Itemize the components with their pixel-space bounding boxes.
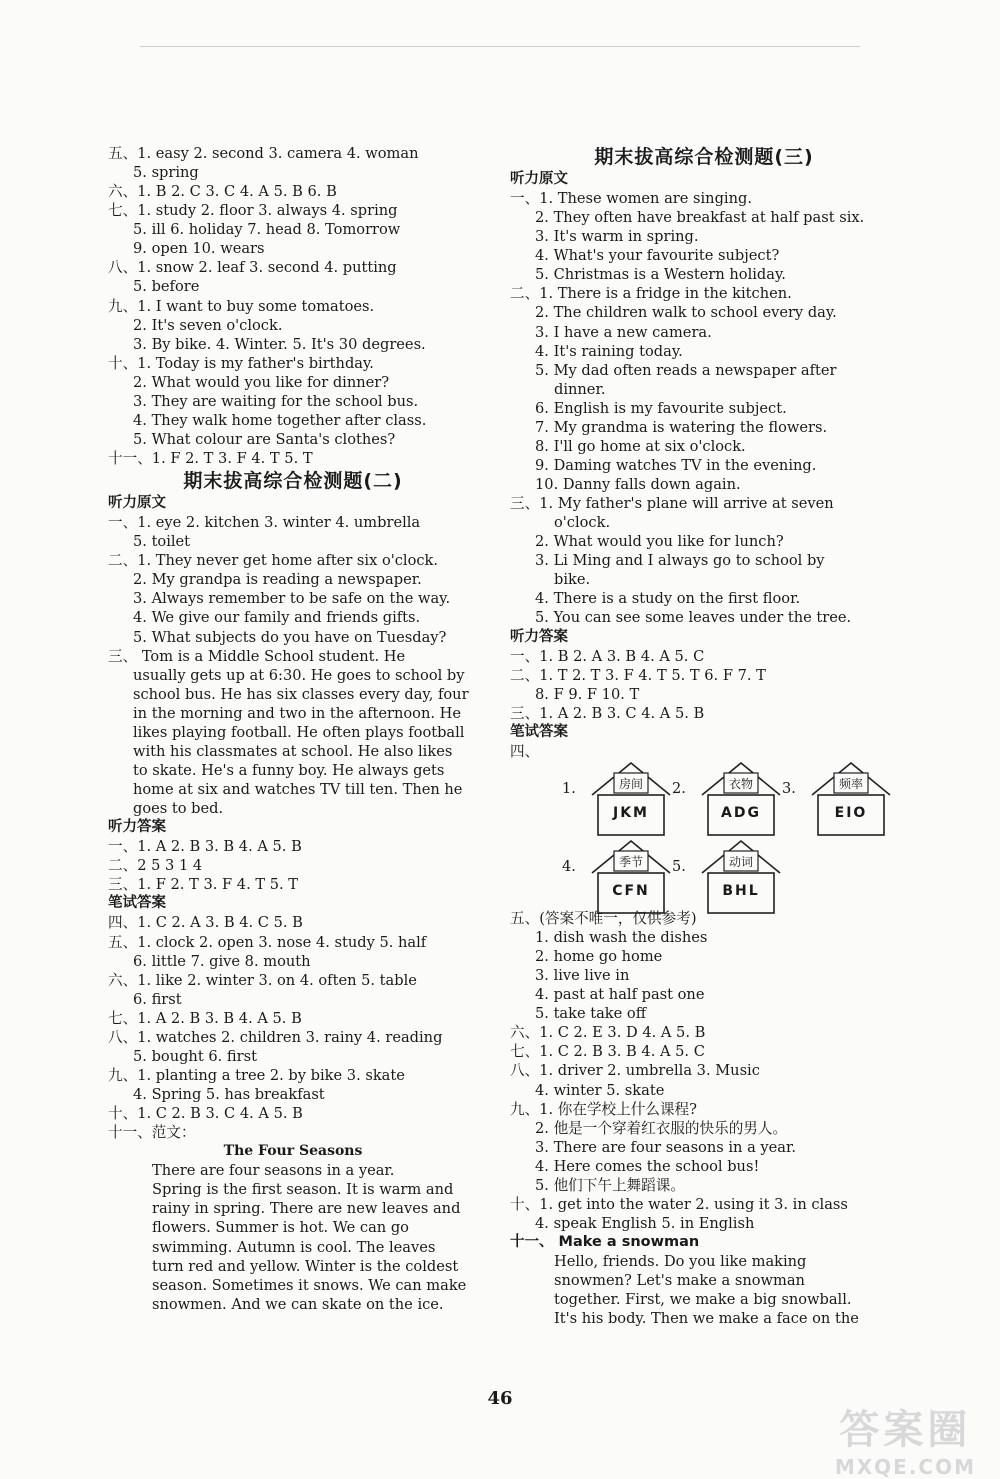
answer-line: home at six and watches TV till ten. Then he [133,781,463,798]
answer-line: 七、1. A 2. B 3. B 4. A 5. B [108,1009,302,1027]
answer-line: 4. They walk home together after class. [133,411,427,429]
answer-line: 二、1. There is a fridge in the kitchen. [510,285,792,303]
answer-line: dinner. [554,380,606,398]
answer-line: 五、1. clock 2. open 3. nose 4. study 5. half [108,933,427,951]
house-number: 5. [672,858,686,875]
answer-line: usually gets up at 6:30. He goes to school by [133,666,465,684]
answer-line: 二、1. T 2. T 3. F 4. T 5. T 6. F 7. T [510,666,766,684]
essay-title: The Four Seasons [223,1143,363,1160]
answer-line: 5. bought 6. first [133,1047,257,1065]
house-category: 季节 [618,854,643,869]
answer-line: 七、1. C 2. B 3. B 4. A 5. C [510,1043,705,1061]
answer-line: 三、1. A 2. B 3. C 4. A 5. B [510,704,705,722]
watermark-site: MXQE.COM [834,1455,976,1479]
house-outline [700,761,782,837]
answer-line: likes playing football. He often plays football [133,723,465,741]
answer-line: 2. They often have breakfast at half past six. [535,209,865,227]
answer-line: school bus. He has six classes every day, four [133,685,469,703]
answer-line: 八、1. snow 2. leaf 3. second 4. putting [108,259,397,277]
answer-line: 5. My dad often reads a newspaper after [535,361,837,379]
answer-line: Hello, friends. Do you like making [554,1253,807,1271]
answer-line: 4. There is a study on the first floor. [535,590,801,608]
answer-line: 3. By bike. 4. Winter. 5. It's 30 degrees. [133,335,426,353]
answer-line: 十一、 Make a snowman [510,1234,700,1250]
answer-line: 一、1. A 2. B 3. B 4. A 5. B [108,838,302,856]
house-letters: JKM [613,804,649,821]
house-letters: CFN [612,882,650,899]
house-category: 频率 [838,776,863,791]
answer-line: rainy in spring. There are new leaves and [152,1200,461,1218]
answer-line: o'clock. [554,514,611,532]
answer-line: 5. toilet [133,533,191,551]
answer-line: 九、1. planting a tree 2. by bike 3. skate [108,1066,405,1084]
answer-line: 七、1. study 2. floor 3. always 4. spring [108,202,398,220]
house-outline [590,839,672,915]
answer-line: 八、1. watches 2. children 3. rainy 4. reading [108,1028,443,1046]
answer-line: 2. My grandpa is reading a newspaper. [133,571,422,589]
answer-line: 4. speak English 5. in English [535,1214,755,1232]
answer-line: 4. past at half past one [535,986,705,1004]
section-heading: 期末拔高综合检测题(三) [594,146,814,168]
section-label: 笔试答案 [510,723,568,740]
house-category: 动词 [728,854,753,869]
answer-line: 二、2 5 3 1 4 [108,857,203,875]
page-number: 46 [487,1388,513,1409]
answer-line: 四、1. C 2. A 3. B 4. C 5. B [108,914,303,932]
top-rule [140,46,860,47]
answer-line: 四、 [510,742,540,760]
answer-line: 五、(答案不唯一，仅供参考) [510,909,697,927]
answer-line: 九、1. 你在学校上什么课程? [510,1100,697,1118]
answer-line: 六、1. C 2. E 3. D 4. A 5. B [510,1024,706,1042]
answer-line: 5. You can see some leaves under the tree. [535,609,852,627]
right-column-bottom [510,909,898,1328]
answer-line: 4. Spring 5. has breakfast [133,1086,325,1103]
answer-line: 5. ill 6. holiday 7. head 8. Tomorrow [133,221,401,239]
answer-line: 5. What colour are Santa's clothes? [133,430,396,448]
answer-line: 1. dish wash the dishes [535,929,708,946]
answer-line: 十、1. C 2. B 3. C 4. A 5. B [108,1105,303,1123]
house-number: 1. [562,780,576,797]
answer-line: 五、1. easy 2. second 3. camera 4. woman [108,145,419,162]
house-outline [700,839,782,915]
answer-line: 八、1. driver 2. umbrella 3. Music [510,1062,760,1080]
section-label: 听力原文 [108,495,166,512]
answer-line: 10. Danny falls down again. [535,476,741,493]
right-column-top [510,144,898,761]
answer-line: 3. There are four seasons in a year. [535,1138,797,1156]
answer-line: 5. spring [133,164,199,182]
answer-line: 5. 他们下午上舞蹈课。 [535,1176,685,1194]
answer-line: 六、1. like 2. winter 3. on 4. often 5. table [108,971,417,989]
answer-line: together. First, we make a big snowball. [554,1291,852,1309]
watermark [835,1398,976,1479]
house-category: 房间 [618,776,643,791]
answer-line: 一、1. B 2. A 3. B 4. A 5. C [510,647,705,665]
house-letters: ADG [721,804,761,821]
answer-line: 3. Always remember to be safe on the way. [133,590,451,608]
house-letters: EIO [834,804,868,821]
section-label: 听力答案 [108,819,166,836]
word-house [672,839,782,915]
answer-line: 6. first [133,990,182,1008]
answer-line: 8. F 9. F 10. T [535,685,640,703]
answer-line: 十、1. Today is my father's birthday. [108,354,374,372]
answer-line: in the morning and two in the afternoon. He [133,704,461,722]
house-number: 2. [672,780,686,797]
answer-line: 六、1. B 2. C 3. C 4. A 5. B 6. B [108,183,337,201]
answer-line: 2. 他是一个穿着红衣服的快乐的男人。 [535,1119,788,1137]
answer-line: 5. What subjects do you have on Tuesday? [133,628,447,646]
answer-line: 二、1. They never get home after six o'clock. [108,552,439,570]
watermark-logo: 答案圈 [839,1407,972,1453]
answer-line: 4. It's raining today. [535,342,683,360]
answer-line: 一、1. eye 2. kitchen 3. winter 4. umbrella [108,514,421,532]
answer-line: 三、1. My father's plane will arrive at seven [510,495,834,513]
answer-line: 三、1. F 2. T 3. F 4. T 5. T [108,876,299,894]
section-label: 听力答案 [510,628,568,645]
answer-line: to skate. He's a funny boy. He always gets [133,761,445,779]
section-heading: 期末拔高综合检测题(二) [183,470,403,493]
answer-line: snowmen. And we can skate on the ice. [152,1295,444,1313]
answer-line: 三、 Tom is a Middle School student. He [108,647,406,665]
answer-line: 2. The children walk to school every day. [535,304,837,322]
house-outline [590,761,672,837]
answer-line: 十一、范文： [108,1124,196,1142]
house-letters: BHL [722,882,760,899]
answer-line: 7. My grandma is watering the flowers. [535,418,828,436]
answer-line: It's his body. Then we make a face on the [554,1310,859,1328]
answer-line: 5. take take off [535,1005,647,1023]
answer-line: 4. What's your favourite subject? [535,247,780,265]
answer-line: bike. [554,571,591,589]
answer-line: 十一、1. F 2. T 3. F 4. T 5. T [108,450,313,467]
answer-line: 2. What would you like for dinner? [133,373,390,391]
word-house [782,761,892,837]
answer-line: 一、1. These women are singing. [510,190,752,208]
house-number: 4. [562,858,576,875]
answer-line: 2. It's seven o'clock. [133,316,283,334]
answer-line: 8. I'll go home at six o'clock. [535,437,746,455]
answer-line: 3. I have a new camera. [535,323,712,341]
right-column [510,144,898,1328]
house-outline [810,761,892,837]
answer-line: goes to bed. [133,800,224,818]
answer-line: 9. Daming watches TV in the evening. [535,456,817,474]
house-category: 衣物 [728,776,753,791]
answer-line: 3. They are waiting for the school bus. [133,392,419,410]
answer-line: snowmen? Let's make a snowman [554,1272,805,1290]
answer-line: Spring is the first season. It is warm and [152,1181,454,1199]
word-house [562,761,672,837]
answer-line: 4. winter 5. skate [535,1081,665,1099]
answer-line: 3. live live in [535,967,630,985]
answer-line: 4. We give our family and friends gifts. [133,609,421,627]
answer-line: 十、1. get into the water 2. using it 3. in class [510,1195,848,1213]
left-column [108,144,478,1314]
answer-line: 5. before [133,278,200,296]
answer-line: 6. little 7. give 8. mouth [133,952,311,970]
answer-line: 九、1. I want to buy some tomatoes. [108,297,375,315]
answer-line: There are four seasons in a year. [152,1162,395,1180]
answer-line: 3. Li Ming and I always go to school by [535,552,825,570]
answer-line: 3. It's warm in spring. [535,228,699,246]
answer-line: season. Sometimes it snows. We can make [152,1276,467,1294]
answer-line: 2. What would you like for lunch? [535,533,784,551]
answer-line: swimming. Autumn is cool. The leaves [152,1238,436,1256]
answer-line: with his classmates at school. He also likes [133,742,453,760]
answer-line: 5. Christmas is a Western holiday. [535,266,786,284]
answer-line: 6. English is my favourite subject. [535,399,787,417]
house-number: 3. [782,780,796,797]
answer-line: 9. open 10. wears [133,240,265,258]
word-house [562,839,672,915]
word-house [672,761,782,837]
answer-line: flowers. Summer is hot. We can go [152,1219,409,1237]
answer-line: 2. home go home [535,948,663,966]
word-houses [510,761,898,909]
section-label: 听力原文 [510,171,568,187]
answer-line: turn red and yellow. Winter is the coldest [152,1257,459,1275]
section-label: 笔试答案 [108,895,166,912]
answer-line: 4. Here comes the school bus! [535,1157,760,1175]
